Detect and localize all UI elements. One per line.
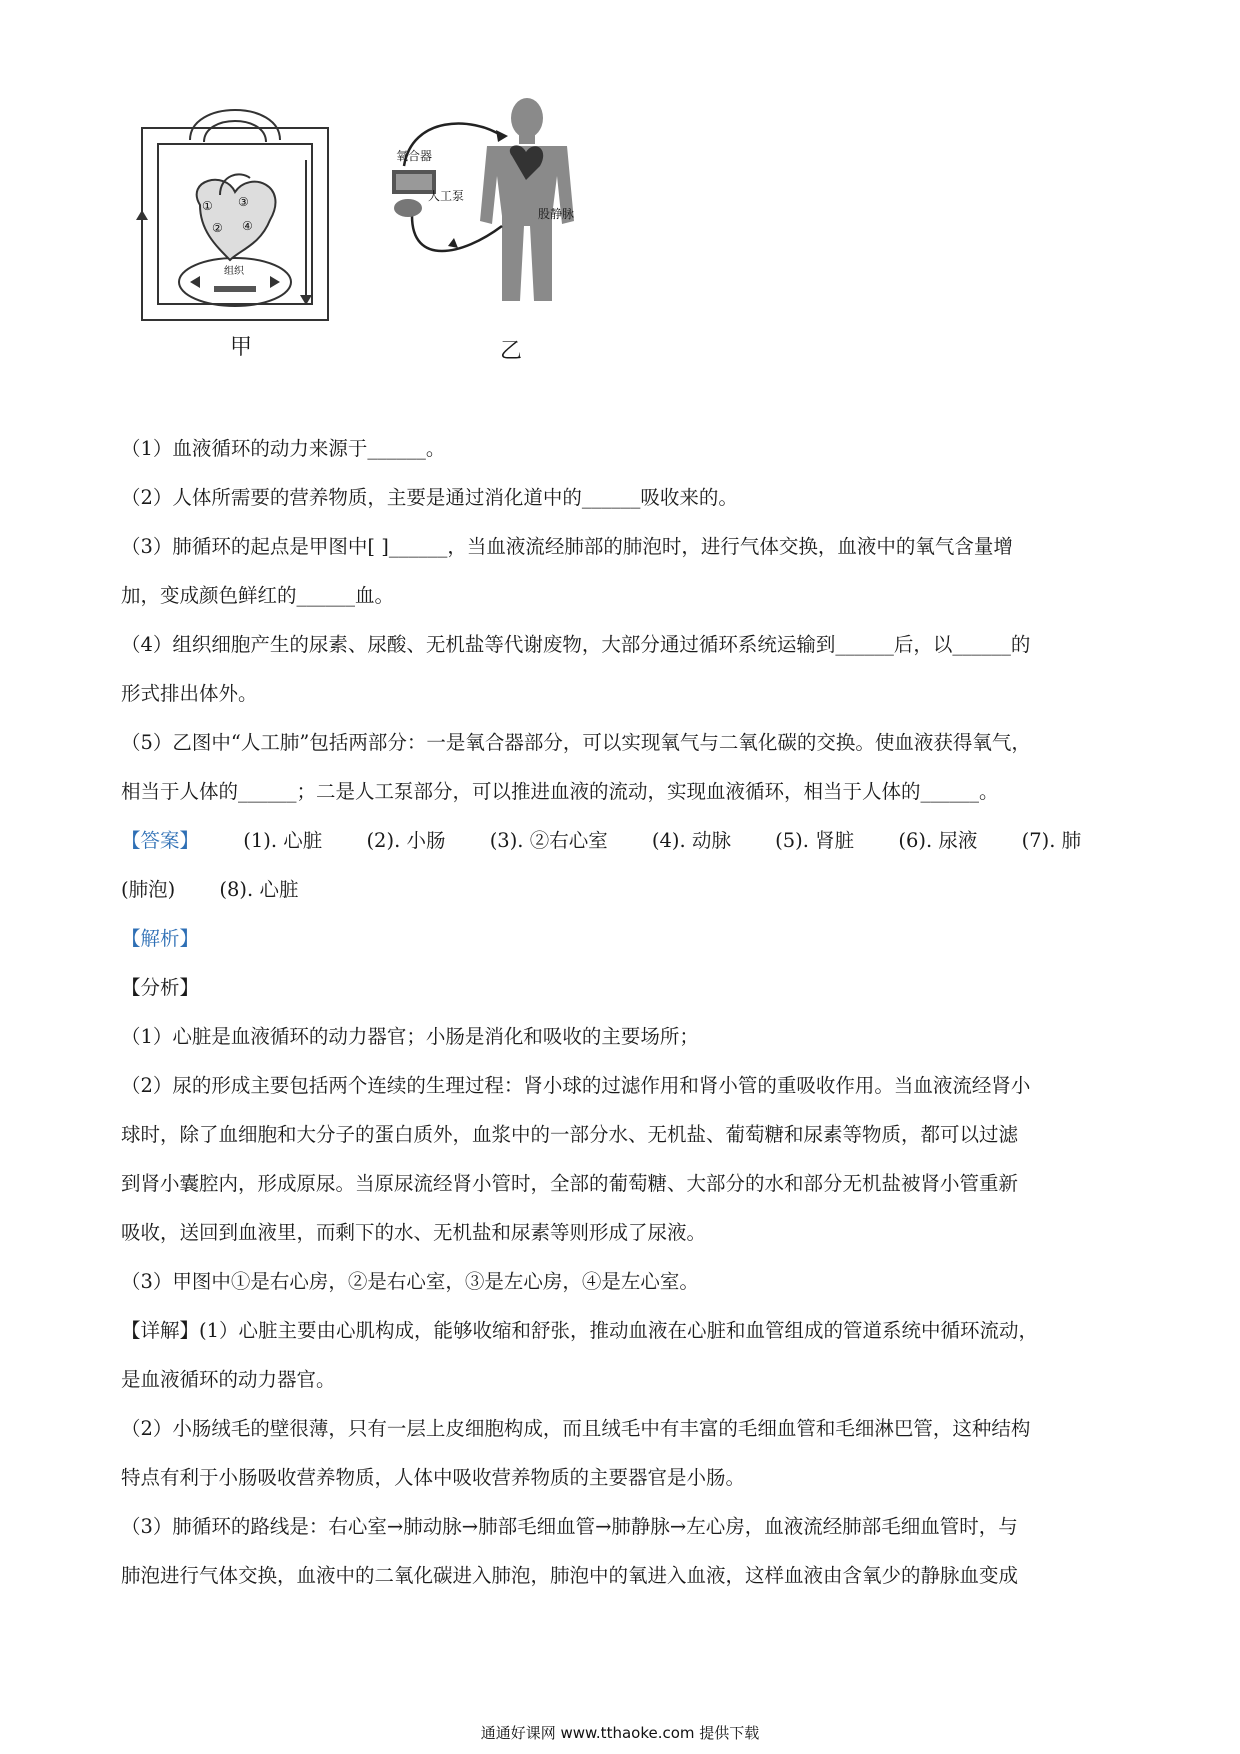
fenxi-label: 【分析】 (121, 976, 200, 999)
question-text (121, 424, 1131, 1600)
detail-line: 是血液循环的动力器官。 (121, 1368, 336, 1391)
label-n1: ① (202, 199, 213, 213)
question-line: （2）人体所需要的营养物质，主要是通过消化道中的______吸收来的。 (121, 486, 738, 509)
analysis-line: （2）尿的形成主要包括两个连续的生理过程：肾小球的过滤作用和肾小管的重吸收作用。当血液流经肾小 (121, 1074, 1031, 1097)
answer-item: (3). ②右心室 (489, 829, 608, 852)
question-line: 相当于人体的______；二是人工泵部分，可以推进血液的流动，实现血液循环，相当于人体的______。 (121, 780, 999, 803)
question-line: （1）血液循环的动力来源于______。 (121, 437, 446, 460)
detail-line: 特点有利于小肠吸收营养物质，人体中吸收营养物质的主要器官是小肠。 (121, 1466, 746, 1489)
figure-caption-jia: 甲 (230, 335, 253, 360)
question-line: （4）组织细胞产生的尿素、尿酸、无机盐等代谢废物，大部分通过循环系统运输到______后，以______的 (121, 633, 1031, 656)
answer-line-2 (121, 865, 1131, 914)
answer-item: (7). 肺 (1021, 829, 1082, 852)
label-n2: ② (212, 221, 223, 235)
analysis-line: （3）甲图中①是右心房，②是右心室，③是左心房，④是左心室。 (121, 1270, 699, 1293)
label-n3: ③ (238, 195, 249, 209)
answer-label: 【答案】 (121, 829, 200, 852)
detail-line: 肺泡进行气体交换，血液中的二氧化碳进入肺泡，肺泡中的氧进入血液，这样血液由含氧少的静脉血变成 (121, 1564, 1019, 1587)
analysis-line: 球时，除了血细胞和大分子的蛋白质外，血浆中的一部分水、无机盐、葡萄糖和尿素等物质，都可以过滤 (121, 1123, 1019, 1146)
label-n4: ④ (242, 219, 253, 233)
analysis-line: 到肾小囊腔内，形成原尿。当原尿流经肾小管时，全部的葡萄糖、大部分的水和部分无机盐被肾小管重新 (121, 1172, 1019, 1195)
circulation-diagram (130, 100, 390, 330)
question-line: 加，变成颜色鲜红的______血。 (121, 584, 395, 607)
label-tissue: 组织 (224, 266, 244, 277)
figure-caption-yi: 乙 (500, 339, 523, 364)
detail-line: （3）肺循环的路线是：右心室→肺动脉→肺部毛细血管→肺静脉→左心房，血液流经肺部毛细血管时，与 (121, 1515, 1018, 1538)
label-vein: 股静脉 (538, 207, 575, 221)
answer-item: (4). 动脉 (651, 829, 731, 852)
page-footer: 通通好课网 www.tthaoke.com 提供下载 (480, 1724, 760, 1742)
detail-line: （2）小肠绒毛的壁很薄，只有一层上皮细胞构成，而且绒毛中有丰富的毛细血管和毛细淋巴管，这种结构 (121, 1417, 1031, 1440)
detail-line: 【详解】(1）心脏主要由心肌构成，能够收缩和舒张，推动血液在心脏和血管组成的管道系统中循环流动， (121, 1319, 1039, 1342)
answer-item: (8). 心脏 (219, 878, 299, 901)
figure-area (0, 0, 1240, 420)
analysis-line: （1）心脏是血液循环的动力器官；小肠是消化和吸收的主要场所； (121, 1025, 699, 1048)
question-line: （5）乙图中“人工肺”包括两部分：一是氧合器部分，可以实现氧气与二氧化碳的交换。使血液获得氧气， (121, 731, 1031, 754)
label-oxygenator: 氧合器 (396, 149, 433, 163)
answer-item: (5). 肾脏 (775, 829, 855, 852)
answer-item: (6). 尿液 (898, 829, 978, 852)
analysis-label: 【解析】 (121, 927, 200, 950)
answer-item: (1). 心脏 (243, 829, 323, 852)
artificial-lung-diagram (392, 96, 612, 306)
question-line: （3）肺循环的起点是甲图中[ ]______，当血液流经肺部的肺泡时，进行气体交换，血液中的氧气含量增 (121, 535, 1013, 558)
question-line: 形式排出体外。 (121, 682, 258, 705)
label-pump: 人工泵 (428, 189, 465, 203)
answer-item: (2). 小肠 (366, 829, 446, 852)
analysis-line: 吸收，送回到血液里，而剩下的水、无机盐和尿素等则形成了尿液。 (121, 1221, 707, 1244)
answer-line (121, 816, 1131, 865)
answer-continuation: (肺泡) (121, 878, 176, 901)
